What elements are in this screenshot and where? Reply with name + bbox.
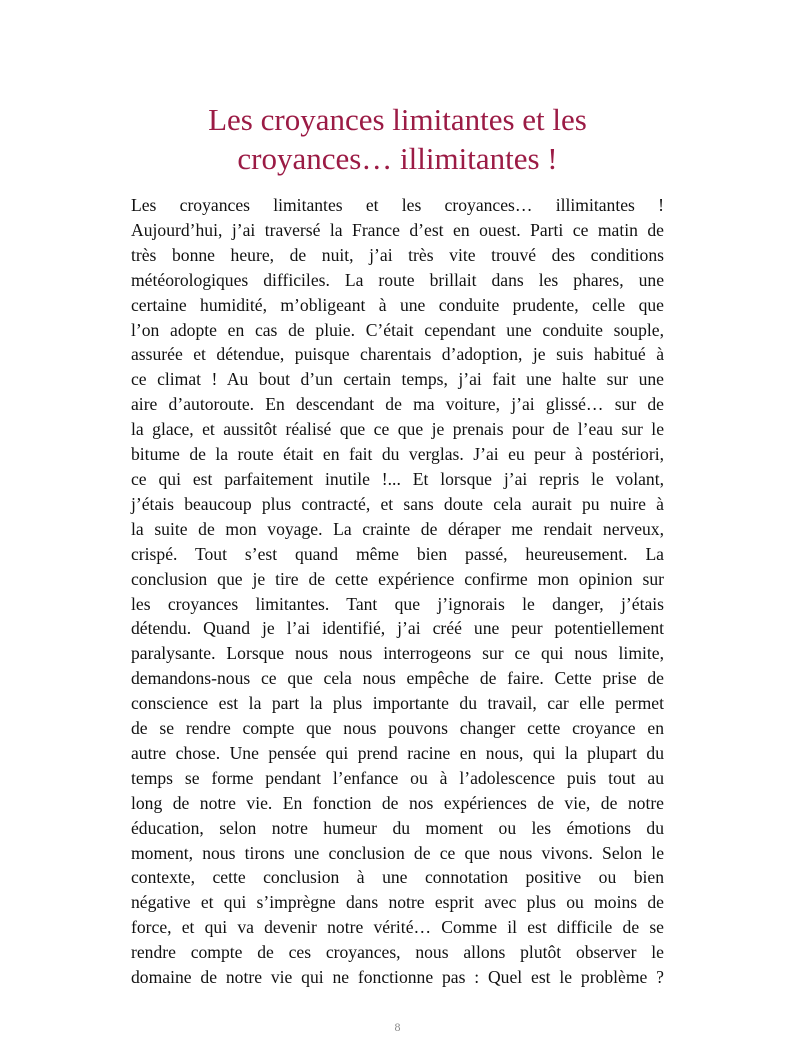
body-line: assurée et détendue, puisque charentais d’adoption, je suis habitué à: [131, 344, 664, 365]
body-line: paralysante. Lorsque nous nous interrogeons sur ce qui nous limite,: [131, 643, 664, 664]
title-line-2: croyances… illimitantes !: [237, 141, 558, 176]
body-line: négative et qui s’imprègne dans notre esprit avec plus ou moins de: [131, 892, 664, 913]
body-line: Les croyances limitantes et les croyances… illimitantes !: [131, 195, 664, 215]
body-line: temps se forme pendant l’enfance ou à l’adolescence puis tout au: [131, 767, 664, 788]
body-line: conscience est la part la plus importante du travail, car elle permet: [131, 693, 664, 714]
page-number: 8: [394, 1020, 401, 1034]
body-line: les croyances limitantes. Tant que j’ignorais le danger, j’étais: [131, 593, 664, 614]
title-line-1: Les croyances limitantes et les: [208, 102, 587, 137]
body-line: demandons-nous ce que cela nous empêche de faire. Cette prise de: [131, 668, 664, 689]
page-title: [130, 100, 665, 178]
body-line: conclusion que je tire de cette expérience confirme mon opinion sur: [131, 568, 664, 589]
body-line: certaine humidité, m’obligeant à une conduite prudente, celle que: [131, 294, 664, 315]
body-line: long de notre vie. En fonction de nos expériences de vie, de notre: [131, 792, 664, 813]
body-paragraph: [131, 193, 664, 990]
body-line: force, et qui va devenir notre vérité… Comme il est difficile de se: [131, 917, 664, 938]
body-line: j’étais beaucoup plus contracté, et sans doute cela aurait pu nuire à: [131, 493, 664, 514]
body-line: Aujourd’hui, j’ai traversé la France d’est en ouest. Parti ce matin de: [131, 219, 664, 240]
body-line: crispé. Tout s’est quand même bien passé, heureusement. La: [131, 543, 664, 564]
body-line: la glace, et aussitôt réalisé que ce que je prenais pour de l’eau sur le: [131, 419, 664, 440]
body-line: contexte, cette conclusion à une connotation positive ou bien: [131, 867, 664, 888]
body-line: très bonne heure, de nuit, j’ai très vite trouvé des conditions: [131, 244, 664, 265]
body-line: météorologiques difficiles. La route brillait dans les phares, une: [131, 269, 664, 290]
body-line: moment, nous tirons une conclusion de ce que nous vivons. Selon le: [131, 842, 664, 863]
body-line: la suite de mon voyage. La crainte de déraper me rendait nerveux,: [131, 518, 664, 539]
body-line: détendu. Quand je l’ai identifié, j’ai créé une peur potentiellement: [131, 618, 664, 639]
body-line: ce qui est parfaitement inutile !... Et lorsque j’ai repris le volant,: [131, 468, 664, 489]
body-line: éducation, selon notre humeur du moment ou les émotions du: [131, 817, 664, 838]
body-line: autre chose. Une pensée qui prend racine en nous, qui la plupart du: [131, 742, 664, 763]
body-line: bitume de la route était en fait du verglas. J’ai eu peur à postériori,: [131, 444, 664, 465]
body-line: rendre compte de ces croyances, nous allons plutôt observer le: [131, 942, 664, 963]
body-line: aire d’autoroute. En descendant de ma voiture, j’ai glissé… sur de: [131, 394, 664, 415]
body-line: l’on adopte en cas de pluie. C’était cependant une conduite souple,: [131, 319, 664, 340]
body-line: domaine de notre vie qui ne fonctionne pas : Quel est le problème ?: [131, 967, 664, 988]
body-line: de se rendre compte que nous pouvons changer cette croyance en: [131, 718, 664, 739]
body-line: ce climat ! Au bout d’un certain temps, j’ai fait une halte sur une: [131, 369, 664, 390]
